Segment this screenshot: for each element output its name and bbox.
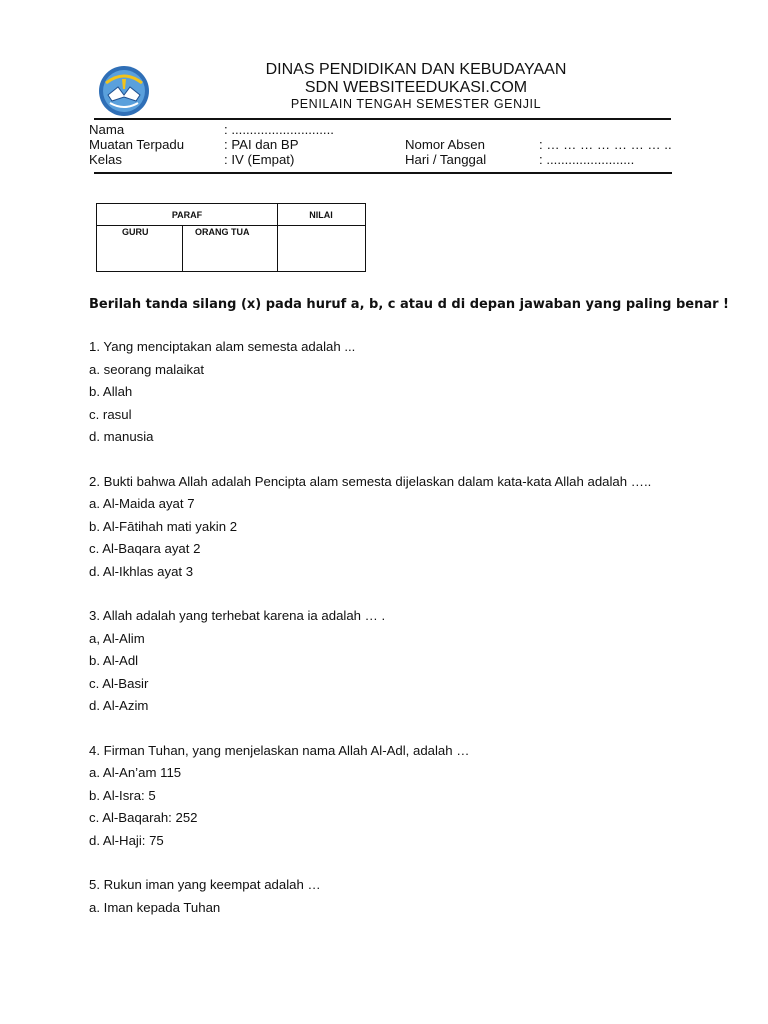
header-school: SDN WEBSITEEDUKASI.COM bbox=[304, 79, 528, 96]
box-divider bbox=[182, 225, 183, 271]
question-5 bbox=[89, 874, 729, 919]
option-a: a. Iman kepada Tuhan bbox=[89, 899, 221, 915]
question-text: 4. Firman Tuhan, yang menjelaskan nama Allah Al-Adl, adalah … bbox=[89, 742, 470, 758]
option-a: a. Al-An’am 115 bbox=[89, 765, 182, 780]
option-b: b. Al-Adl bbox=[89, 653, 139, 668]
nilai-header: NILAI bbox=[309, 210, 333, 220]
tanggal-label: Hari / Tanggal bbox=[405, 152, 487, 167]
option-c: c. rasul bbox=[89, 406, 132, 422]
question-2 bbox=[89, 471, 729, 584]
question-text: 3. Allah adalah yang terhebat karena ia adalah … . bbox=[89, 608, 386, 623]
box-divider bbox=[97, 225, 365, 226]
option-a: a. Al-Maida ayat 7 bbox=[89, 496, 195, 511]
option-b: b. Allah bbox=[89, 384, 133, 399]
tanggal-value: : ........................ bbox=[539, 152, 635, 167]
option-d: d. Al-Azim bbox=[89, 698, 149, 713]
guru-header: GURU bbox=[122, 227, 149, 237]
option-c: c. Al-Baqara ayat 2 bbox=[89, 541, 201, 556]
absen-label: Nomor Absen bbox=[405, 137, 485, 152]
question-1 bbox=[89, 336, 729, 449]
nama-value: : ............................ bbox=[224, 122, 334, 137]
nama-label: Nama bbox=[89, 122, 125, 137]
tut-wuri-handayani-logo bbox=[96, 65, 152, 117]
header-divider-top bbox=[94, 118, 671, 120]
option-d: d. Al-Ikhlas ayat 3 bbox=[89, 563, 194, 579]
header-exam-title: PENILAIN TENGAH SEMESTER GENJIL bbox=[290, 97, 542, 111]
option-c: c. Al-Basir bbox=[89, 675, 149, 691]
instruction-text: Berilah tanda silang (x) pada huruf a, b, c atau d di depan jawaban yang paling benar ! bbox=[89, 297, 729, 312]
question-text: 5. Rukun iman yang keempat adalah … bbox=[89, 877, 321, 892]
option-b: b. Al-Isra: 5 bbox=[89, 787, 156, 803]
option-d: d. Al-Haji: 75 bbox=[89, 832, 164, 848]
question-3 bbox=[89, 605, 729, 718]
orang-tua-header: ORANG TUA bbox=[195, 227, 250, 237]
muatan-label: Muatan Terpadu bbox=[89, 137, 185, 152]
question-list bbox=[89, 336, 729, 941]
header-agency: DINAS PENDIDIKAN DAN KEBUDAYAAN bbox=[265, 61, 567, 78]
question-4 bbox=[89, 740, 729, 853]
header-divider-bottom bbox=[94, 172, 672, 174]
option-d: d. manusia bbox=[89, 429, 154, 444]
option-b: b. Al-Fātihah mati yakin 2 bbox=[89, 518, 238, 534]
option-a: a. seorang malaikat bbox=[89, 361, 205, 377]
kelas-value: : IV (Empat) bbox=[224, 152, 295, 167]
option-a: a, Al-Alim bbox=[89, 630, 145, 646]
signature-grade-box bbox=[96, 203, 366, 272]
absen-value: : … … … … … … … .. bbox=[539, 137, 672, 152]
option-c: c. Al-Baqarah: 252 bbox=[89, 810, 198, 825]
muatan-value: : PAI dan BP bbox=[224, 137, 299, 152]
paraf-header: PARAF bbox=[171, 210, 203, 220]
kelas-label: Kelas bbox=[89, 152, 122, 167]
question-text: 2. Bukti bahwa Allah adalah Pencipta alam semesta dijelaskan dalam kata-kata Allah adalah ….. bbox=[89, 473, 652, 489]
question-text: 1. Yang menciptakan alam semesta adalah ... bbox=[89, 339, 356, 354]
